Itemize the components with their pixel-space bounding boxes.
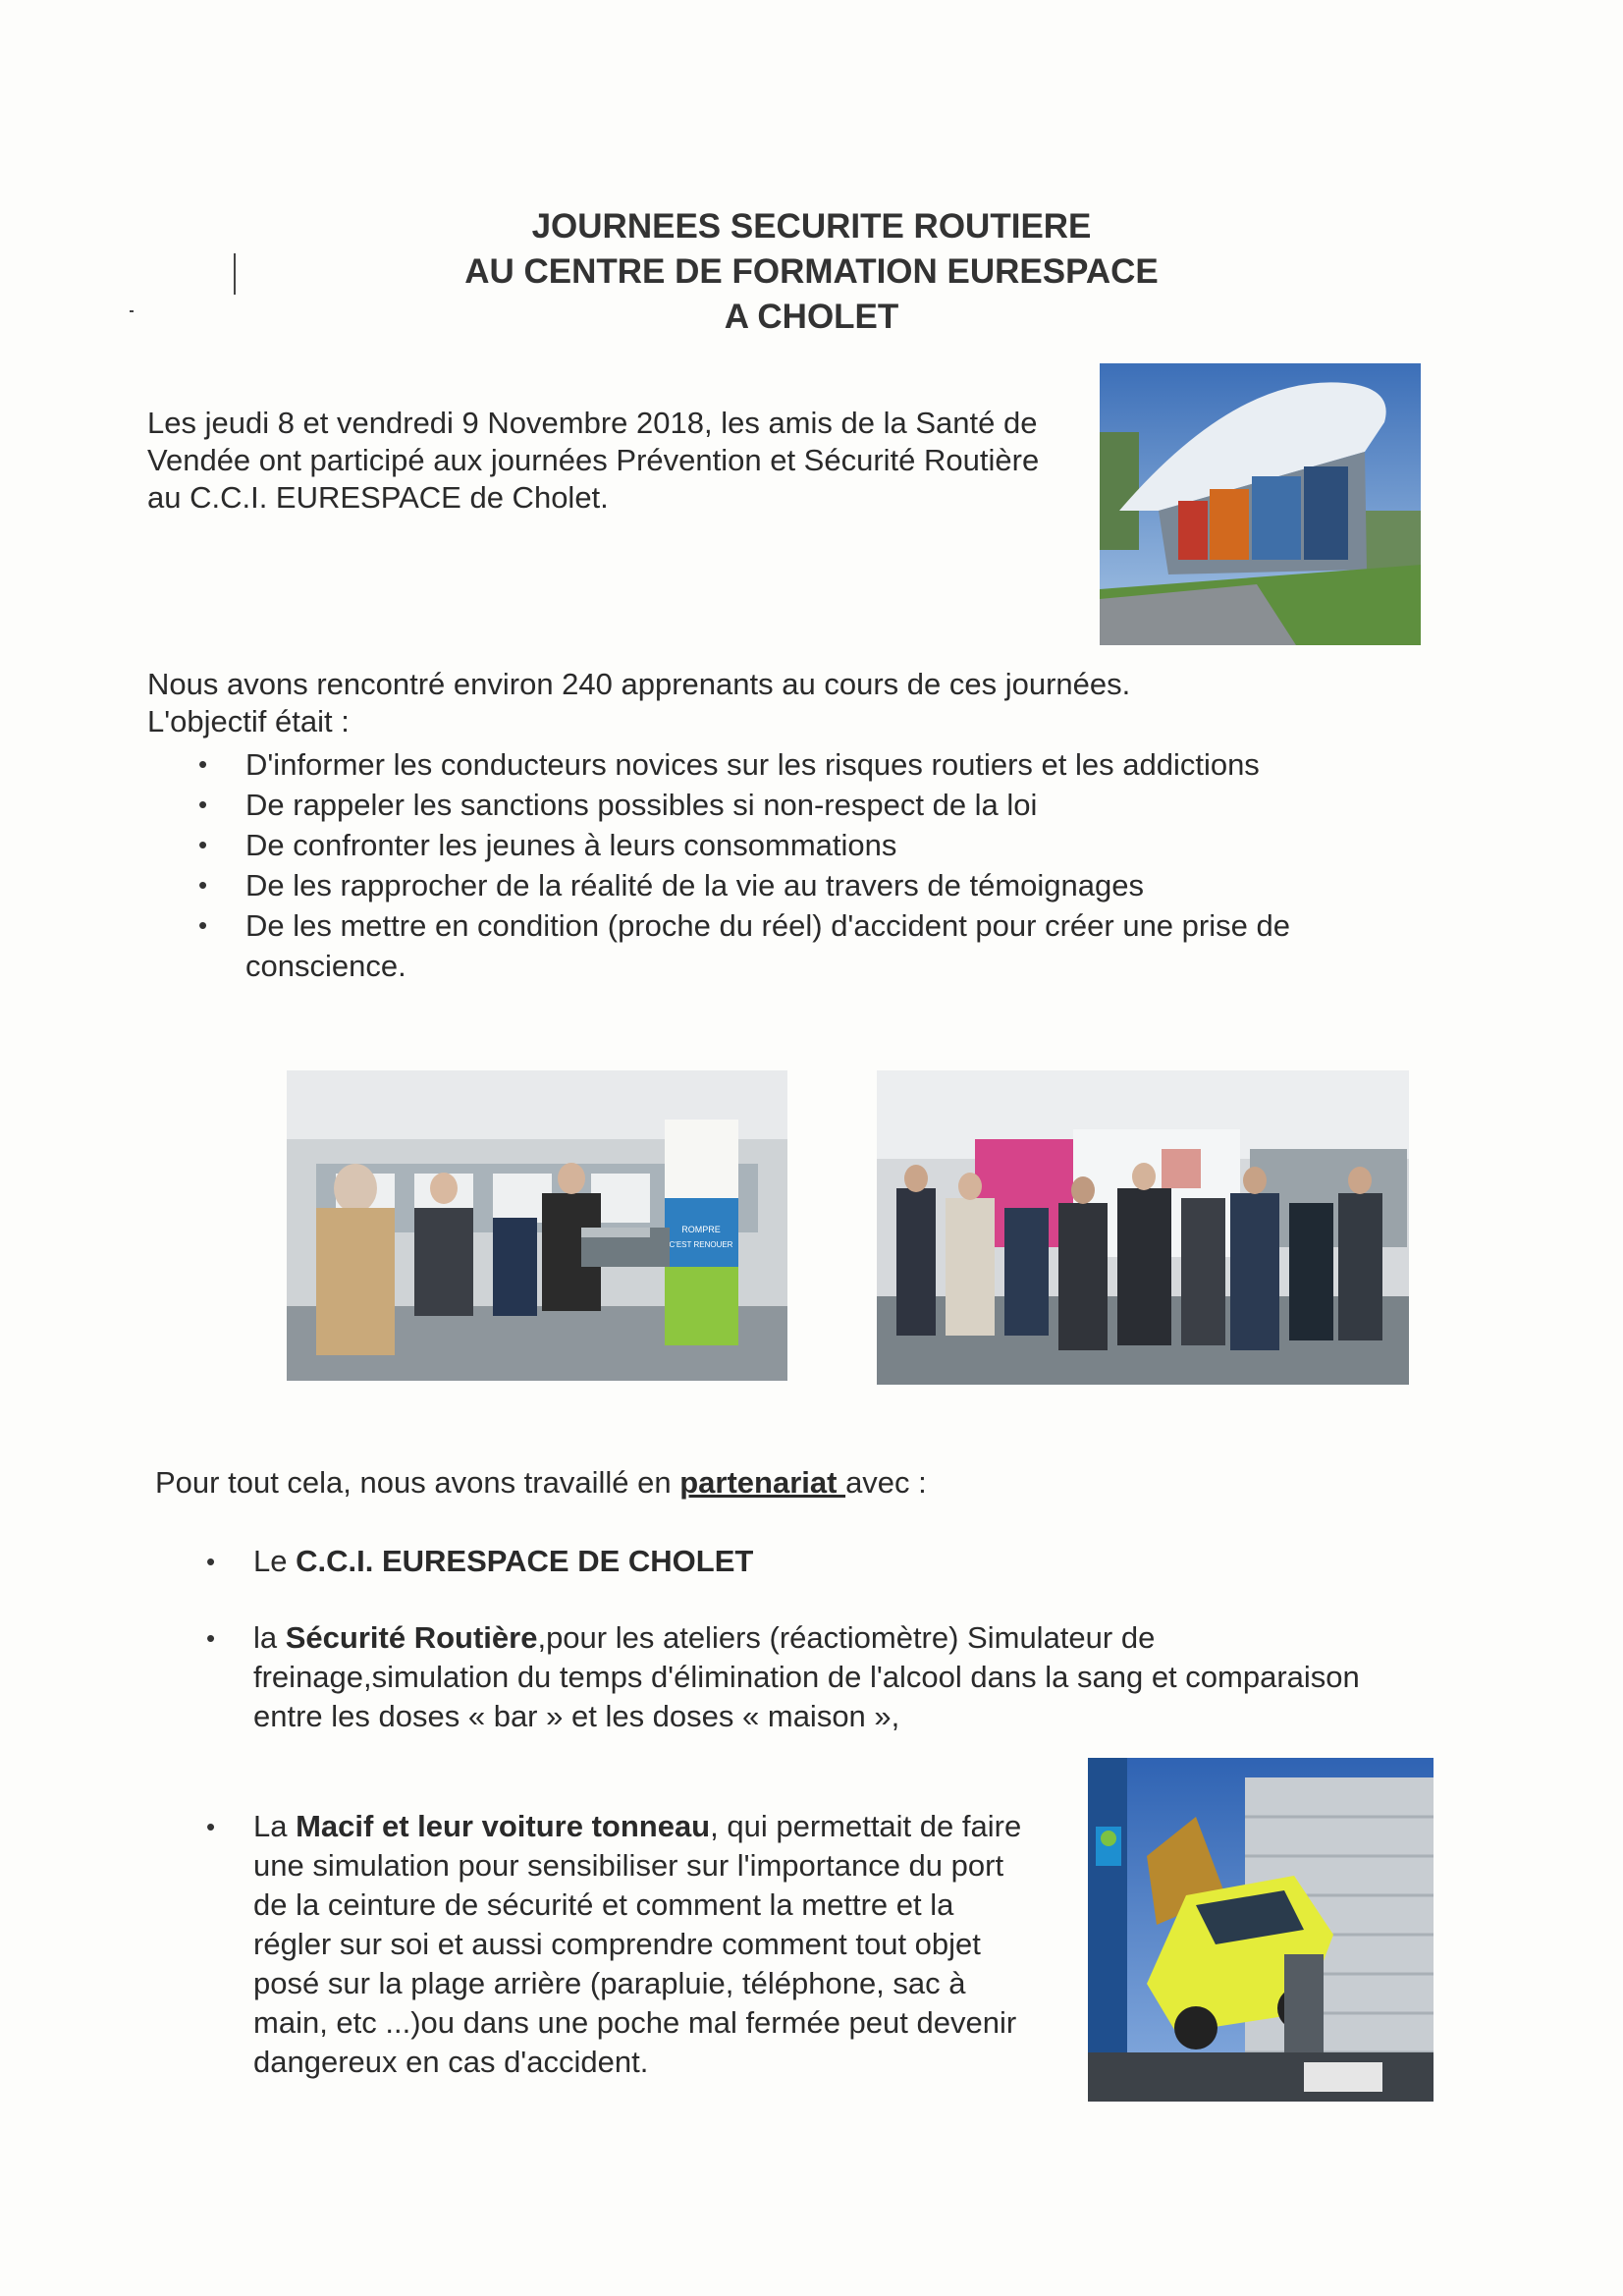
partner-text: main, etc ...)ou dans une poche mal fermée peut devenir [253,2005,1017,2040]
event-photo-left [287,1070,787,1381]
banner-text-1: ROMPRE [681,1225,721,1234]
bullet-icon: • [206,1547,216,1576]
partner-item-securite-routiere [206,1618,1432,1736]
partner-item-macif [206,1807,1088,2082]
partner-text: Le [253,1544,297,1578]
macif-car-photo [1088,1758,1434,2102]
objectives-list [196,744,1434,986]
list-item: • D'informer les conducteurs novices sur les risques routiers et les addictions [196,744,1434,785]
list-item: • De les mettre en condition (proche du réel) d'accident pour créer une prise de [196,905,1434,946]
partner-text: régler sur soi et aussi comprendre comment tout objet [253,1927,981,1961]
title-line-1: JOURNEES SECURITE ROUTIERE [531,207,1092,246]
intro-paragraph [147,405,1109,517]
partner-name: C.C.I. EURESPACE DE CHOLET [296,1544,754,1578]
intro-line-2: Vendée ont participé aux journées Prévention et Sécurité Routière [147,443,1040,477]
partner-text: de la ceinture de sécurité et comment la mettre et la [253,1887,954,1922]
partner-text: la [253,1620,286,1655]
title-line-2: AU CENTRE DE FORMATION EURESPACE [464,252,1159,291]
objectives-line-1: Nous avons rencontré environ 240 apprenants au cours de ces journées. [147,667,1131,701]
list-item: • De rappeler les sanctions possibles si non-respect de la loi [196,785,1434,825]
objectives-line-2: L'objectif était : [147,704,350,738]
banner-text-2: C'EST RENOUER [669,1240,733,1249]
building-photo [1100,363,1421,645]
list-item-continuation: conscience. [245,949,406,983]
event-photo-right [877,1070,1409,1385]
partner-text: dangereux en cas d'accident. [253,2045,649,2079]
partner-name: Sécurité Routière [285,1620,538,1655]
bullet-icon: • [206,1623,216,1653]
intro-line-1: Les jeudi 8 et vendredi 9 Novembre 2018, les amis de la Santé de [147,406,1038,440]
list-item: • De les rapprocher de la réalité de la vie au travers de témoignages [196,865,1434,905]
partner-text: ,pour les ateliers (réactiomètre) Simulateur de [537,1620,1156,1655]
partners-intro-text: Pour tout cela, nous avons travaillé en [155,1465,680,1500]
partner-text: une simulation pour sensibiliser sur l'importance du port [253,1848,1004,1883]
list-item: • De confronter les jeunes à leurs consommations [196,825,1434,865]
partnership-keyword: partenariat [679,1465,846,1500]
objectives-intro [147,666,1424,740]
partner-text: posé sur la plage arrière (parapluie, téléphone, sac à [253,1966,966,2000]
partner-text: freinage,simulation du temps d'élimination de l'alcool dans la sang et comparaison [253,1660,1360,1694]
partners-intro-end: avec : [845,1465,927,1500]
partner-text: , qui permettait de faire [710,1809,1022,1843]
partner-name: Macif et leur voiture tonneau [296,1809,711,1843]
intro-line-3: au C.C.I. EURESPACE de Cholet. [147,480,609,515]
title-line-3: A CHOLET [724,298,899,336]
partners-intro [155,1463,927,1503]
document-title [0,204,1623,340]
partner-text: La [253,1809,297,1843]
partner-text: entre les doses « bar » et les doses « maison », [253,1699,900,1733]
bullet-icon: • [206,1812,216,1841]
partner-item-eurespace [206,1542,754,1581]
